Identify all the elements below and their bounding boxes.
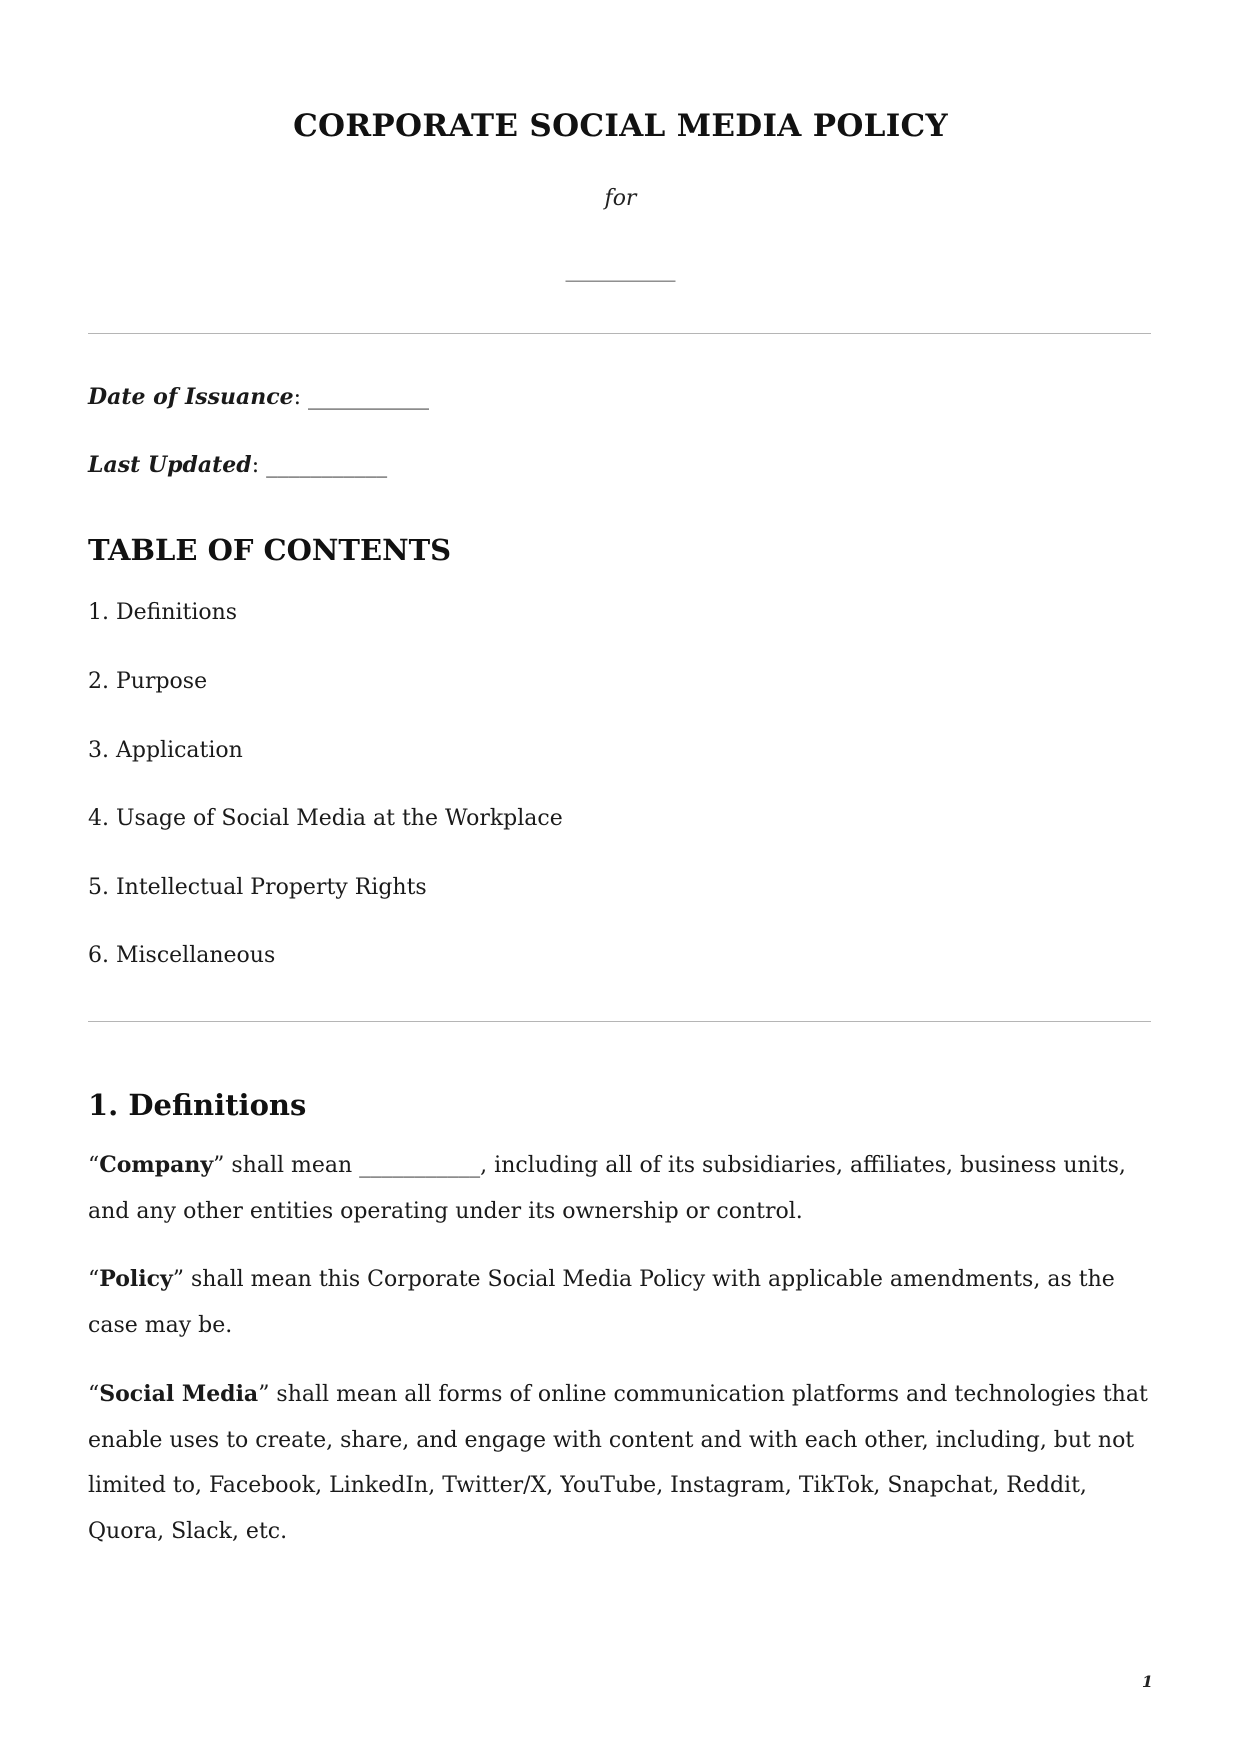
definition-text: ” shall mean this Corporate Social Media Policy with applicable amendments, as the case may be. (88, 1267, 1115, 1338)
term-company: Company (99, 1152, 214, 1178)
date-of-issuance-label: Date of Issuance (88, 384, 294, 410)
document-title: CORPORATE SOCIAL MEDIA POLICY (293, 108, 948, 144)
toc-item-definitions: 1. Definitions (88, 600, 238, 625)
definition-text: ” shall mean ___________, including all of its subsidiaries, affiliates, business units, and any other entities operating under its ownership or control. (88, 1153, 1126, 1224)
quote-mark: “ (88, 1153, 100, 1178)
company-name-blank: ___________ (565, 258, 676, 282)
toc-heading: TABLE OF CONTENTS (88, 533, 452, 567)
toc-item-application: 3. Application (88, 738, 243, 763)
date-of-issuance-value: : ___________ (293, 385, 430, 410)
section-heading-definitions: 1. Definitions (88, 1088, 307, 1122)
date-of-issuance-line (88, 384, 429, 410)
divider-top (88, 333, 1151, 334)
last-updated-label: Last Updated (88, 452, 252, 478)
quote-mark: “ (88, 1267, 100, 1292)
definition-social-media (88, 1372, 1158, 1554)
divider-middle (88, 1021, 1151, 1022)
toc-item-miscellaneous: 6. Miscellaneous (88, 943, 276, 968)
definition-company (88, 1143, 1158, 1234)
definition-policy (88, 1257, 1158, 1348)
term-policy: Policy (99, 1266, 173, 1292)
definition-text: ” shall mean all forms of online communication platforms and technologies that enable uses to create, share, and engage with content and with each other, including, but not limited to, Facebook, LinkedIn, Twitter/X, YouTube, Instagram, TikTok, Snapchat, Reddit, Quora, Slack, etc. (88, 1382, 1148, 1544)
last-updated-value: : ___________ (251, 453, 388, 478)
toc-item-ip-rights: 5. Intellectual Property Rights (88, 875, 427, 900)
quote-mark: “ (88, 1382, 100, 1407)
last-updated-line (88, 452, 387, 478)
page-number: 1 (1141, 1672, 1153, 1691)
toc-item-usage: 4. Usage of Social Media at the Workplace (88, 806, 563, 831)
term-social-media: Social Media (99, 1381, 259, 1407)
toc-item-purpose: 2. Purpose (88, 669, 208, 694)
for-label: for (604, 186, 637, 211)
